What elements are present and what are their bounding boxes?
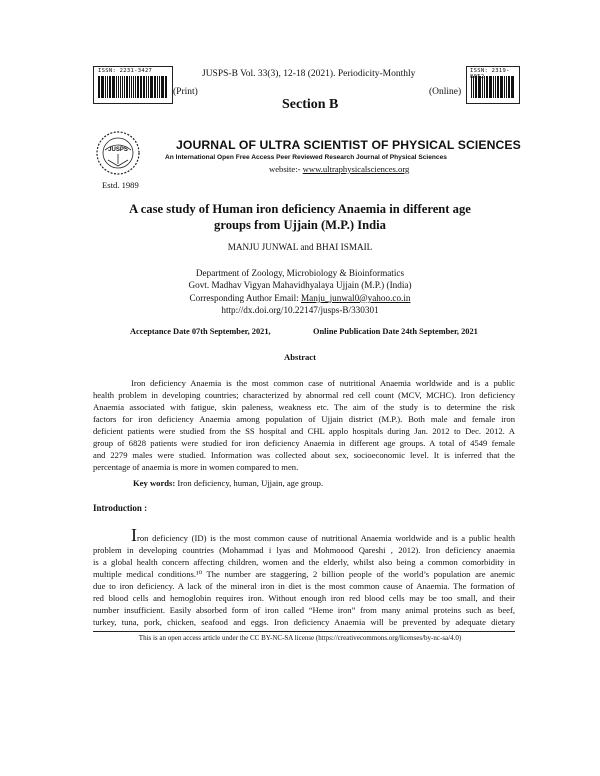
intro-first-line (93, 527, 515, 544)
barcode-bars (98, 76, 168, 98)
introduction-heading: Introduction : (93, 503, 148, 513)
corresponding-label: Corresponding Author Email: (189, 292, 299, 303)
intro-line: number insufficient. Easily absorbed form of iron called “Heme iron” from many animal proteins such as beef, (93, 605, 515, 615)
intro-line: due to iron deficiency. A lack of the mineral iron in diet is the most common cause of Anaemia. The formation of (93, 581, 515, 591)
abstract-line: deficient patients were studied from the SS hospital and CHL applo hospitals during Jan. 2012 to Dec. 2012. A (93, 426, 515, 436)
abstract-line: health problem in developing countries; characterized by abnormal red cell count (MCV, MCHC). Iron deficiency (93, 390, 515, 400)
intro-line: is a global health concern affecting children, women and the elderly, whilst also being a common comorbidity in (93, 557, 515, 567)
doi-link[interactable]: http://dx.doi.org/10.22147/jusps-B/330301 (221, 304, 379, 315)
keywords-text: Iron deficiency, human, Ujjain, age group. (177, 478, 324, 488)
journal-subtitle: An International Open Free Access Peer Reviewed Research Journal of Physical Sciences (165, 154, 447, 161)
website-link[interactable]: www.ultraphysicalsciences.org (302, 164, 410, 174)
intro-line: turkey, tuna, pork, chicken, seafood and eggs. Iron deficiency Anaemia will be prevented by adequate dietary (93, 617, 515, 627)
section-label: Section B (282, 97, 339, 112)
issn-online-code: ISSN: 2319- (470, 68, 510, 74)
abstract-line: factors for iron deficiency Anaemia among population of Ujjain district (M.P.). Both male and female iron (93, 414, 515, 424)
journal-title: JOURNAL OF ULTRA SCIENTIST OF PHYSICAL SCIENCES (176, 138, 521, 152)
abstract-body (93, 377, 515, 473)
abstract-line: and 2279 males were studied. Information was collected about sex, socioeconomic level. It is inferred that the (93, 450, 515, 460)
abstract-line: Iron deficiency Anaemia is the most common case of nutritional Anaemia worldwide and is a public (131, 378, 515, 388)
intro-line: ron deficiency (ID) is the most common cause of nutritional Anaemia worldwide and is a public health (137, 533, 515, 543)
corresponding-author (80, 292, 520, 304)
keywords-label: Key words: (133, 478, 176, 488)
logo-text: JUSPS (108, 147, 128, 153)
affiliation-block (80, 267, 520, 316)
corresponding-email[interactable]: Manju_junwal0@yahoo.co.in (301, 292, 411, 303)
jusps-logo-icon (95, 130, 141, 176)
paper-title (80, 201, 520, 233)
established-year: Estd. 1989 (102, 180, 139, 190)
abstract-heading: Abstract (284, 352, 316, 362)
drop-cap: I (131, 525, 137, 545)
intro-line: problem in developing countries (Mohammad i lyas and Mohmoood Qareshi , 2012). Iron deficiency anaemia (93, 545, 515, 555)
footer-rule (93, 631, 515, 632)
intro-line: red blood cells and hemoglobin requires iron. Without enough iron red blood cells may be too small, and their (93, 593, 515, 603)
intro-lines (93, 544, 515, 628)
abstract-line: Anaemia associated with fatigue, skin paleness, weakness etc. The aim of the study is to determine the risk (93, 402, 515, 412)
barcode-bars (471, 76, 515, 98)
license-footer: This is an open access article under the CC BY-NC-SA license (https://creativecommons.org/licenses/by-nc-sa/4.0) (138, 634, 462, 642)
introduction-body (93, 527, 515, 628)
keywords (133, 478, 323, 488)
issn-print-label: (Print) (173, 87, 198, 97)
abstract-line: group of 6828 patients were studied for iron deficiency Anaemia in different age groups. A total of 4549 female (93, 438, 515, 448)
issn-online-barcode (466, 66, 520, 104)
paper-title-line: A case study of Human iron deficiency Anaemia in different age (129, 202, 471, 216)
affiliation-line: Govt. Madhav Vigyan Mahavidhyalaya Ujjain (M.P.) (India) (188, 280, 412, 291)
publication-date: Online Publication Date 24th September, 2021 (313, 327, 478, 336)
affiliation-line: Department of Zoology, Microbiology & Bioinformatics (195, 268, 405, 278)
acceptance-date: Acceptance Date 07th September, 2021, (130, 327, 271, 336)
paper-title-line: groups from Ujjain (M.P.) India (214, 218, 386, 232)
website-label: website:- (269, 164, 301, 174)
authors: MANJU JUNWAL and BHAI ISMAIL (227, 242, 373, 252)
issn-online-label: (Online) (429, 87, 462, 97)
journal-website (269, 164, 409, 174)
intro-line: multiple medical conditions.¹⁰ The number are staggering, 2 billion people of the world’s population are anemic (93, 569, 515, 579)
issn-print-barcode (93, 66, 173, 104)
abstract-line: percentage of anaemia is more in women compared to men. (93, 462, 299, 472)
journal-reference: JUSPS-B Vol. 33(3), 12-18 (2021). Periodicity-Monthly (202, 69, 416, 79)
issn-print-code: ISSN: 2231-3427 (98, 68, 153, 74)
